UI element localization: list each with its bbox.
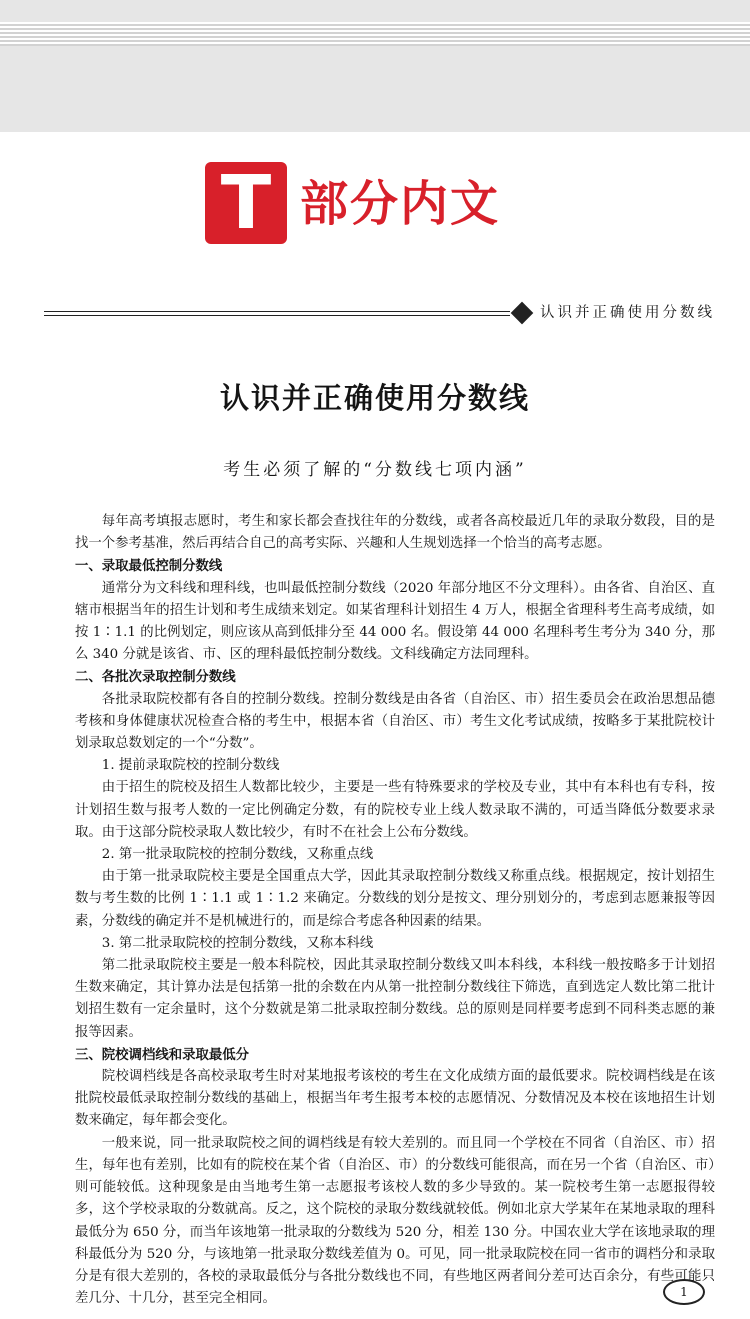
section-name: 部分内文	[300, 176, 501, 232]
section-heading: 二、各批次录取控制分数线	[75, 669, 236, 686]
paragraph: 第二批录取院校主要是一般本科院校，因此其录取控制分数线又叫本科线，本科线一般按略多于计划招生数来确定，其计算办法是包括第一批的余数在内从第一批控制分数线往下筛选，直到选定人数比第二批计划招生数有一定余量时，这个分数就是第二批录取控制分数线。总的原则是同样要考虑到不同科类志愿的兼报等因素。	[75, 958, 715, 1040]
header-stripes	[0, 22, 750, 46]
paragraph: 由于第一批录取院校主要是全国重点大学，因此其录取控制分数线又称重点线。根据规定，按计划招生数与考生数的比例 1∶1.1 或 1∶1.2 来确定。分数线的划分是按文、理分别划分的，考虑到志愿兼报等因素，分数线的确定并不是机械进行的，而是综合考虑各种因素的结果。	[75, 869, 715, 929]
paragraph: 一般来说，同一批录取院校之间的调档线是有较大差别的。而且同一个学校在不同省（自治区、市）招生，每年也有差别，比如有的院校在某个省（自治区、市）的分数线可能很高，而在另一个省（自治区、市）则可能较低。这种现象是由当地考生第一志愿报考该校人数的多少导致的。某一院校考生第一志愿报得较多，这个学校录取的分数就高。反之，这个院校的录取分数线就较低。例如北京大学某年在某地录取的理科最低分为 650 分，而当年该地第一批录取的分数线为 520 分，相差 130 分。中国农业大学在该地录取的理科最低分为 520 分，与该地第一批录取分数线差值为 0。可见，同一批录取院校在同一省市的调档分和录取分是有很大差别的，各校的录取最低分与各批分数线也不同，有些地区两者间分差可达百余分，有些可能只差几分、十几分，甚至完全相同。	[75, 1135, 715, 1307]
page-title: 认识并正确使用分数线	[219, 381, 530, 415]
page-subtitle: 考生必须了解的“分数线七项内涵”	[223, 460, 527, 480]
header-band	[0, 0, 750, 132]
paragraph: 由于招生的院校及招生人数都比较少，主要是一些有特殊要求的学校及专业，其中有本科也有专科，按计划招生数与报考人数的一定比例确定分数，有的院校专业上线人数录取不满的，可适当降低分数要求录取。由于这部分院校录取人数比较少，有时不在社会上公布分数线。	[75, 780, 715, 840]
paragraph: 通常分为文科线和理科线，也叫最低控制分数线（2020 年部分地区不分文理科）。由各省、自治区、直辖市根据当年的招生计划和考生成绩来划定。如某省理科计划招生 4 万人，根据全省理科考生高考成绩，如按 1∶1.1 的比例划定，则应该从高到低排分至 44 000 名。假设第 44 000 名理科考生考分为 340 分，那么 340 分就是该省、市、区的理科最低控制分数线。文科线确定方法同理科。	[75, 580, 715, 663]
subsection-heading: 2. 第一批录取院校的控制分数线，又称重点线	[101, 847, 374, 863]
paragraph: 各批录取院校都有各自的控制分数线。控制分数线是由各省（自治区、市）招生委员会在政治思想品德考核和身体健康状况检查合格的考生中，根据本省（自治区、市）考生文化考试成绩，按略多于某批院校计划录取总数划定的一个“分数”。	[75, 691, 715, 752]
subsection-heading: 1. 提前录取院校的控制分数线	[101, 758, 280, 774]
section-badge-letter: T	[220, 160, 272, 246]
subsection-heading: 3. 第二批录取院校的控制分数线，又称本科线	[101, 935, 374, 951]
article-body	[75, 511, 715, 1310]
diamond-icon	[511, 302, 534, 325]
paragraph: 院校调档线是各高校录取考生时对某地报考该校的考生在文化成绩方面的最低要求。院校调档线是在该批院校最低录取控制分数线的基础上，根据当年考生报考本校的志愿情况、分数情况及本校在该地招生计划数来确定，每年都会变化。	[75, 1069, 715, 1129]
header-rule	[44, 311, 510, 316]
section-heading: 三、院校调档线和录取最低分	[75, 1046, 250, 1063]
page-number: 1	[663, 1279, 705, 1305]
intro-paragraph: 每年高考填报志愿时，考生和家长都会查找往年的分数线，或者各高校最近几年的录取分数段，目的是找一个参考基准，然后再结合自己的高考实际、兴趣和人生规划选择一个恰当的高考志愿。	[75, 514, 715, 552]
running-head: 认识并正确使用分数线	[540, 305, 715, 321]
section-badge	[205, 162, 287, 244]
section-heading: 一、录取最低控制分数线	[75, 558, 223, 575]
